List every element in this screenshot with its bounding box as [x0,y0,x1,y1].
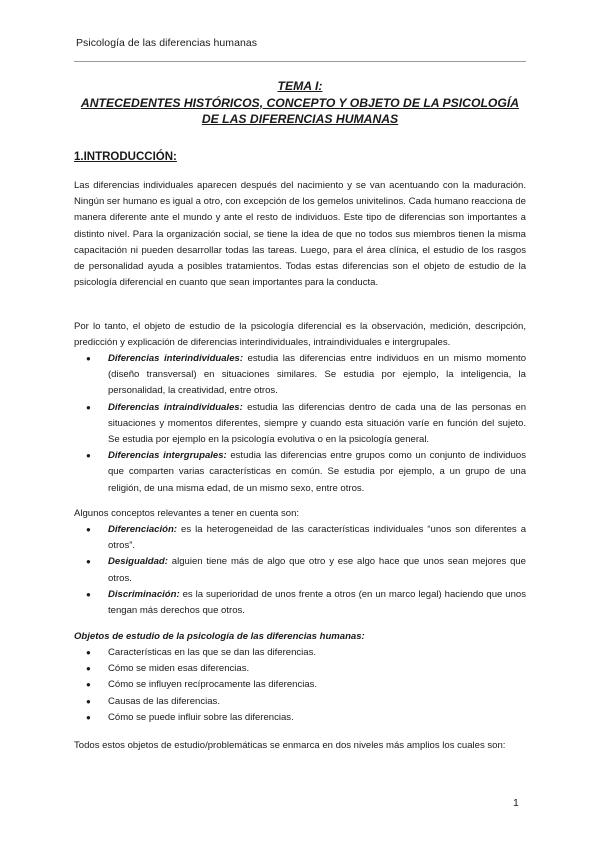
list-item [74,587,526,619]
closing-paragraph [74,738,526,754]
list-item [74,694,526,710]
objects-heading [74,629,526,645]
bullet-icon: ● [86,451,91,461]
list-item [74,400,526,449]
object-paragraph [74,319,526,351]
header-divider [74,61,526,62]
title-topic-name: ANTECEDENTES HISTÓRICOS, CONCEPTO Y OBJETO DE LA PSICOLOGÍA DE LAS DIFERENCIAS HUMANAS [80,95,520,126]
bullet-icon: ● [86,664,91,674]
list-item [74,677,526,693]
bullet-icon: ● [86,557,91,567]
list-item [74,351,526,400]
document-title [74,78,526,128]
list-item-text: estudia las diferencias entre grupos como un conjunto de individuos que comparten varias características en común. Se estudia por ejemplo, a un grupo de una religión, de una misma edad, de un mismo sexo, entre otros. [108,450,526,494]
concepts-intro [74,506,526,522]
list-item-term: Diferencias intraindividuales: [108,401,243,413]
list-item-term: Desigualdad: [108,556,168,568]
running-header: Psicología de las diferencias humanas [76,37,258,49]
paragraph-text: Las diferencias individuales aparecen después del nacimiento y se van acentuando con la maduración. Ningún ser humano es igual a otro, con excepción de los gemelos univitelinos. Cada humano reacciona de manera diferente ante el mundo y ante el resto de individuos. Este tipo de diferencias son importantes a distinto nivel. Para la organización social, se tiene la idea de que no todos sus miembros tienen la misma capacitación ni pueden desarrollar todas las tareas. Luego, para el área clínica, el estudio de los rasgos de personalidad ayuda a posibles tratamientos. Todas estas diferencias son el objeto de estudio de la psicología diferencial en cuanto que sean importantes para la conducta. [74,180,526,289]
list-item-text: estudia las diferencias dentro de cada una de las personas en situaciones y momentos diferentes, siempre y cuando esta situación varíe en función del sujeto. Se estudia por ejemplo en la psicología evolutiva o en la psicología general. [108,401,526,446]
list-item [74,710,526,726]
list-item-text: Características en las que se dan las diferencias. [108,647,317,658]
list-item-text: Causas de las diferencias. [108,695,220,707]
subheading-text: Objetos de estudio de la psicología de las diferencias humanas: [74,631,365,642]
list-item-text: es la superioridad de unos frente a otros (en un marco legal) haciendo que unos tengan más derechos que otros. [108,588,526,617]
list-item [74,661,526,677]
list-item-term: Diferenciación: [108,524,177,535]
intro-paragraph [74,178,526,291]
list-item-text: es la heterogeneidad de las características individuales “unos son diferentes a otros”. [108,524,526,552]
list-item-term: Diferencias interindividuales: [108,353,244,364]
bullet-icon: ● [86,680,91,690]
list-item [74,522,526,554]
list-item [74,448,526,497]
bullet-icon: ● [86,696,91,706]
bullet-icon: ● [86,402,91,412]
bullet-icon: ● [86,525,91,534]
list-item [74,645,526,661]
list-item-term: Discriminación: [108,588,180,600]
objects-list [74,645,526,726]
bullet-icon: ● [86,648,91,657]
list-item-text: Cómo se miden esas diferencias. [108,663,250,675]
list-item-text: Cómo se influyen recíprocamente las diferencias. [108,679,318,691]
list-item-text: Cómo se puede influir sobre las diferencias. [108,711,294,723]
concepts-list [74,522,526,619]
section-heading: 1.INTRODUCCIÓN: [74,151,177,163]
list-item-term: Diferencias intergrupales: [108,450,227,462]
paragraph-text: Algunos conceptos relevantes a tener en cuenta son: [74,508,300,519]
bullet-icon: ● [86,712,91,722]
bullet-icon: ● [86,589,91,599]
list-item-text: alguien tiene más de algo que otro y ese algo hace que unos sean mejores que otros. [108,556,526,584]
page-number: 1 [513,797,519,809]
paragraph-text: Por lo tanto, el objeto de estudio de la psicología diferencial es la observación, medición, descripción, predicción y explicación de diferencias interindividuales, intraindividuales e intergrupales. [74,321,526,349]
bullet-icon: ● [86,354,91,363]
title-topic-number: TEMA I: [277,79,323,93]
list-item-text: estudia las diferencias entre individuos en un mismo momento (diseño transversal) en situaciones similares. Se estudia por ejemplo, la inteligencia, la personalidad, la creatividad, entre otros. [108,353,526,397]
differences-list [74,351,526,497]
paragraph-text: Todos estos objetos de estudio/problemáticas se enmarca en dos niveles más amplios los cuales son: [74,740,506,751]
list-item [74,554,526,586]
